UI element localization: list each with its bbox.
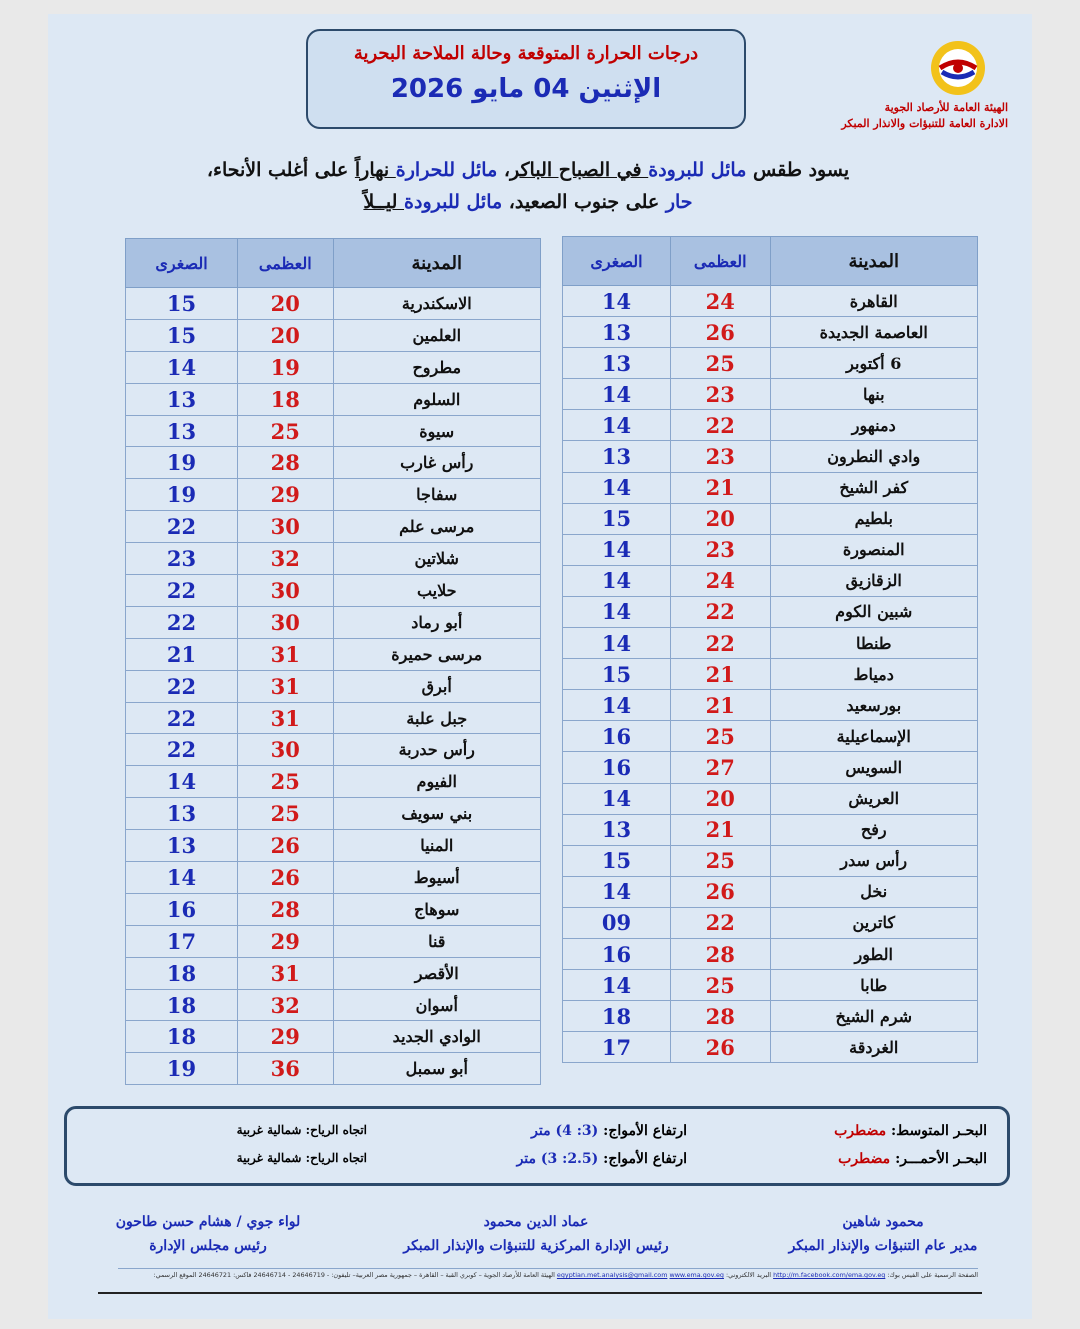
max-temp-cell: 23 <box>670 441 770 472</box>
city-cell: العاصمة الجديدة <box>770 317 978 348</box>
max-temp-cell: 21 <box>670 814 770 845</box>
city-cell: بلطيم <box>770 503 978 534</box>
city-cell: وادي النطرون <box>770 441 978 472</box>
footer-text: الصفحة الرسمية على الفيس بوك: <box>887 1271 978 1279</box>
city-cell: الإسماعيلية <box>770 721 978 752</box>
max-temp-cell: 26 <box>670 317 770 348</box>
city-cell: أبو سمبل <box>333 1053 541 1085</box>
max-temp-cell: 24 <box>670 565 770 596</box>
table-row <box>126 543 541 575</box>
table-header-row <box>563 237 978 286</box>
city-cell: نخل <box>770 876 978 907</box>
min-temp-cell: 13 <box>563 814 671 845</box>
table-row <box>563 814 978 845</box>
footer-text: البريد الالكتروني: <box>723 1271 772 1279</box>
city-cell: مرسى حميرة <box>333 638 541 670</box>
table-row <box>563 503 978 534</box>
summary-text: مائل للحرارة <box>395 159 498 181</box>
city-cell: جبل علبة <box>333 702 541 734</box>
max-temp-cell: 26 <box>238 862 333 894</box>
min-temp-cell: 14 <box>126 862 238 894</box>
min-temp-cell: 14 <box>563 596 671 627</box>
table-row <box>126 638 541 670</box>
signature-title: مدير عام التنبؤات والإنذار المبكر <box>788 1238 978 1254</box>
min-temp-cell: 13 <box>126 383 238 415</box>
city-cell: سيوة <box>333 415 541 447</box>
max-temp-cell: 30 <box>238 575 333 607</box>
min-temp-cell: 13 <box>563 441 671 472</box>
max-temp-cell: 25 <box>238 766 333 798</box>
city-cell: رفح <box>770 814 978 845</box>
max-temp-cell: 28 <box>238 893 333 925</box>
max-temp-cell: 25 <box>238 415 333 447</box>
summary-text: على أغلب الأنحاء، <box>206 159 355 181</box>
org-line-2: الادارة العامة للتنبؤات والانذار المبكر <box>841 117 1008 130</box>
max-temp-cell: 23 <box>670 379 770 410</box>
table-row <box>563 348 978 379</box>
max-temp-cell: 36 <box>238 1053 333 1085</box>
max-temp-cell: 30 <box>238 606 333 638</box>
min-temp-cell: 14 <box>563 690 671 721</box>
table-row <box>563 472 978 503</box>
city-cell: دمنهور <box>770 410 978 441</box>
table-row <box>126 766 541 798</box>
organization-name <box>841 100 1008 132</box>
max-temp-cell: 21 <box>670 472 770 503</box>
table-row <box>563 721 978 752</box>
wave-height <box>531 1123 687 1139</box>
min-temp-cell: 19 <box>126 479 238 511</box>
max-temp-cell: 22 <box>670 907 770 938</box>
table-row <box>563 534 978 565</box>
table-row <box>126 447 541 479</box>
min-temp-cell: 18 <box>126 957 238 989</box>
city-cell: رأس غارب <box>333 447 541 479</box>
min-temp-cell: 19 <box>126 447 238 479</box>
table-row <box>126 1053 541 1085</box>
table-body <box>126 288 541 1085</box>
min-temp-cell: 13 <box>126 798 238 830</box>
max-temp-cell: 20 <box>670 783 770 814</box>
title-box <box>306 29 746 129</box>
min-temp-cell: 13 <box>126 415 238 447</box>
min-temp-cell: 14 <box>126 351 238 383</box>
header-city: المدينة <box>333 239 541 288</box>
table-row <box>126 734 541 766</box>
min-temp-cell: 22 <box>126 734 238 766</box>
max-temp-cell: 20 <box>238 319 333 351</box>
table-row <box>126 957 541 989</box>
max-temp-cell: 21 <box>670 659 770 690</box>
table-row <box>563 317 978 348</box>
max-temp-cell: 28 <box>670 1001 770 1032</box>
table-body <box>563 286 978 1063</box>
min-temp-cell: 23 <box>126 543 238 575</box>
signature-central-director <box>366 1210 706 1258</box>
max-temp-cell: 20 <box>670 503 770 534</box>
city-cell: الطور <box>770 938 978 969</box>
min-temp-cell: 14 <box>563 876 671 907</box>
table-header-row <box>126 239 541 288</box>
signature-title: رئيس الإدارة المركزية للتنبؤات والإنذار المبكر <box>403 1238 669 1254</box>
min-temp-cell: 22 <box>126 670 238 702</box>
wave-height <box>517 1151 687 1167</box>
signature-forecast-director <box>748 1210 1018 1258</box>
table-row <box>126 415 541 447</box>
table-row <box>563 565 978 596</box>
max-temp-cell: 32 <box>238 989 333 1021</box>
city-cell: بورسعيد <box>770 690 978 721</box>
max-temp-cell: 26 <box>670 876 770 907</box>
sea-state: مضطرب <box>838 1151 891 1167</box>
max-temp-cell: 26 <box>670 1032 770 1063</box>
min-temp-cell: 15 <box>563 503 671 534</box>
max-temp-cell: 21 <box>670 690 770 721</box>
wave-value: (2.5: 3) متر <box>516 1151 599 1167</box>
max-temp-cell: 29 <box>238 479 333 511</box>
header-max: العظمى <box>238 239 333 288</box>
city-cell: شلاتين <box>333 543 541 575</box>
min-temp-cell: 16 <box>563 752 671 783</box>
wave-label: ارتفاع الأمواج: <box>603 1151 687 1167</box>
city-cell: بنها <box>770 379 978 410</box>
table-row <box>563 1001 978 1032</box>
table-row <box>126 351 541 383</box>
max-temp-cell: 22 <box>670 628 770 659</box>
bulletin-date: الإثنين 04 مايو 2026 <box>390 74 662 104</box>
sea-label: البحـر المتوسط: <box>890 1123 987 1139</box>
city-cell: بني سويف <box>333 798 541 830</box>
ema-logo-icon <box>928 38 988 98</box>
summary-text: مائل للبرودة <box>648 159 747 181</box>
summary-line-2 <box>158 186 898 218</box>
summary-text: ، <box>497 159 511 181</box>
city-cell: الغردقة <box>770 1032 978 1063</box>
table-row <box>126 830 541 862</box>
table-row <box>126 511 541 543</box>
city-cell: السويس <box>770 752 978 783</box>
city-cell: العريش <box>770 783 978 814</box>
max-temp-cell: 27 <box>670 752 770 783</box>
min-temp-cell: 14 <box>563 472 671 503</box>
min-temp-cell: 15 <box>126 319 238 351</box>
min-temp-cell: 15 <box>126 288 238 320</box>
table-row <box>126 798 541 830</box>
table-row <box>563 690 978 721</box>
city-cell: أبو رماد <box>333 606 541 638</box>
min-temp-cell: 14 <box>563 534 671 565</box>
min-temp-cell: 14 <box>126 766 238 798</box>
min-temp-cell: 22 <box>126 606 238 638</box>
sea-name <box>838 1151 987 1167</box>
signature-title: رئيس مجلس الإدارة <box>149 1238 267 1254</box>
max-temp-cell: 29 <box>238 1021 333 1053</box>
city-cell: قنا <box>333 925 541 957</box>
city-cell: الاسكندرية <box>333 288 541 320</box>
sea-name <box>834 1123 987 1139</box>
min-temp-cell: 16 <box>563 721 671 752</box>
sea-row-red-sea <box>67 1151 1007 1179</box>
min-temp-cell: 22 <box>126 575 238 607</box>
table-row <box>126 862 541 894</box>
city-cell: الزقازيق <box>770 565 978 596</box>
max-temp-cell: 18 <box>238 383 333 415</box>
table-row <box>563 441 978 472</box>
max-temp-cell: 28 <box>670 938 770 969</box>
sea-label: البحـر الأحمـــر: <box>895 1151 987 1167</box>
table-row <box>563 907 978 938</box>
header-max: العظمى <box>670 237 770 286</box>
table-row <box>563 1032 978 1063</box>
max-temp-cell: 28 <box>238 447 333 479</box>
bottom-rule <box>98 1292 982 1294</box>
table-row <box>563 286 978 317</box>
table-row <box>563 596 978 627</box>
max-temp-cell: 25 <box>670 970 770 1001</box>
city-cell: طنطا <box>770 628 978 659</box>
min-temp-cell: 14 <box>563 410 671 441</box>
max-temp-cell: 24 <box>670 286 770 317</box>
city-cell: شرم الشيخ <box>770 1001 978 1032</box>
table-row <box>126 1021 541 1053</box>
temperature-table-right <box>562 236 978 1063</box>
table-row <box>126 702 541 734</box>
min-temp-cell: 17 <box>563 1032 671 1063</box>
min-temp-cell: 13 <box>563 348 671 379</box>
city-cell: العلمين <box>333 319 541 351</box>
signature-chairman <box>78 1210 338 1258</box>
weather-summary <box>158 154 898 218</box>
summary-text: ليــلاً <box>363 191 405 213</box>
sea-row-mediterranean <box>67 1123 1007 1151</box>
max-temp-cell: 25 <box>670 721 770 752</box>
sea-state: مضطرب <box>834 1123 887 1139</box>
signature-name: لواء جوي / هشام حسن طاحون <box>115 1214 301 1230</box>
wave-value: (3: 4) متر <box>531 1123 599 1139</box>
max-temp-cell: 22 <box>670 410 770 441</box>
table-row <box>563 659 978 690</box>
max-temp-cell: 22 <box>670 596 770 627</box>
table-row <box>126 319 541 351</box>
table-row <box>126 670 541 702</box>
bulletin-page <box>48 14 1032 1319</box>
min-temp-cell: 22 <box>126 511 238 543</box>
city-cell: كاترين <box>770 907 978 938</box>
max-temp-cell: 26 <box>238 830 333 862</box>
city-cell: الفيوم <box>333 766 541 798</box>
city-cell: أسوان <box>333 989 541 1021</box>
table-row <box>563 379 978 410</box>
table-row <box>126 383 541 415</box>
city-cell: طابا <box>770 970 978 1001</box>
table-row <box>126 575 541 607</box>
city-cell: مطروح <box>333 351 541 383</box>
summary-text: مائل للبرودة <box>404 191 503 213</box>
summary-line-1 <box>158 154 898 186</box>
max-temp-cell: 30 <box>238 511 333 543</box>
min-temp-cell: 18 <box>563 1001 671 1032</box>
min-temp-cell: 14 <box>563 628 671 659</box>
city-cell: أسيوط <box>333 862 541 894</box>
max-temp-cell: 25 <box>238 798 333 830</box>
table-row <box>126 479 541 511</box>
wind-direction: اتجاه الرياح: شمالية غربية <box>236 1123 367 1137</box>
city-cell: دمياط <box>770 659 978 690</box>
city-cell: 6 أكتوبر <box>770 348 978 379</box>
max-temp-cell: 31 <box>238 670 333 702</box>
summary-text: نهاراً <box>354 159 396 181</box>
table-row <box>126 288 541 320</box>
facebook-link[interactable]: http://m.facebook.com/ema.gov.eg <box>773 1271 886 1279</box>
city-cell: الأقصر <box>333 957 541 989</box>
city-cell: المنصورة <box>770 534 978 565</box>
min-temp-cell: 14 <box>563 565 671 596</box>
min-temp-cell: 15 <box>563 659 671 690</box>
min-temp-cell: 14 <box>563 379 671 410</box>
max-temp-cell: 30 <box>238 734 333 766</box>
max-temp-cell: 25 <box>670 845 770 876</box>
table-row <box>126 893 541 925</box>
min-temp-cell: 13 <box>563 317 671 348</box>
city-cell: كفر الشيخ <box>770 472 978 503</box>
min-temp-cell: 13 <box>126 830 238 862</box>
city-cell: القاهرة <box>770 286 978 317</box>
min-temp-cell: 17 <box>126 925 238 957</box>
city-cell: شبين الكوم <box>770 596 978 627</box>
table-row <box>563 970 978 1001</box>
wind-direction: اتجاه الرياح: شمالية غربية <box>236 1151 367 1165</box>
city-cell: حلايب <box>333 575 541 607</box>
min-temp-cell: 21 <box>126 638 238 670</box>
max-temp-cell: 25 <box>670 348 770 379</box>
max-temp-cell: 31 <box>238 702 333 734</box>
city-cell: السلوم <box>333 383 541 415</box>
city-cell: سفاجا <box>333 479 541 511</box>
city-cell: الوادي الجديد <box>333 1021 541 1053</box>
city-cell: رأس سدر <box>770 845 978 876</box>
table-row <box>126 606 541 638</box>
city-cell: مرسى علم <box>333 511 541 543</box>
contact-footer <box>118 1268 978 1279</box>
table-row <box>563 938 978 969</box>
signature-name: محمود شاهين <box>842 1214 924 1230</box>
bulletin-title: درجات الحرارة المتوقعة وحالة الملاحة البحرية <box>353 43 699 64</box>
max-temp-cell: 32 <box>238 543 333 575</box>
email-link[interactable]: egyptian.met.analysis@gmail.com <box>556 1271 668 1279</box>
header-min: الصغرى <box>126 239 238 288</box>
min-temp-cell: 19 <box>126 1053 238 1085</box>
min-temp-cell: 22 <box>126 702 238 734</box>
min-temp-cell: 15 <box>563 845 671 876</box>
table-row <box>563 845 978 876</box>
sea-navigation-box <box>64 1106 1010 1186</box>
max-temp-cell: 31 <box>238 638 333 670</box>
table-row <box>563 752 978 783</box>
city-cell: أبرق <box>333 670 541 702</box>
wave-label: ارتفاع الأمواج: <box>603 1123 687 1139</box>
max-temp-cell: 19 <box>238 351 333 383</box>
website-link[interactable]: www.ema.gov.eg <box>669 1271 724 1279</box>
temperature-table-left <box>125 238 541 1085</box>
city-cell: المنيا <box>333 830 541 862</box>
footer-text: الهيئة العامة للأرصاد الجوية – كوبري القبة – القاهرة – جمهورية مصر العربية– تليفون: - 24646719 - 24646714 فاكس: 24646721 الموقع الرسمي: <box>153 1271 555 1279</box>
signature-name: عماد الدين محمود <box>483 1214 589 1230</box>
header-city: المدينة <box>770 237 978 286</box>
min-temp-cell: 18 <box>126 989 238 1021</box>
table-row <box>563 410 978 441</box>
min-temp-cell: 14 <box>563 286 671 317</box>
min-temp-cell: 16 <box>126 893 238 925</box>
max-temp-cell: 20 <box>238 288 333 320</box>
summary-text: حار <box>665 191 693 213</box>
table-row <box>126 925 541 957</box>
min-temp-cell: 09 <box>563 907 671 938</box>
table-row <box>126 989 541 1021</box>
max-temp-cell: 23 <box>670 534 770 565</box>
table-row <box>563 628 978 659</box>
min-temp-cell: 14 <box>563 970 671 1001</box>
org-line-1: الهيئة العامة للأرصاد الجوية <box>884 101 1008 114</box>
city-cell: رأس حدربة <box>333 734 541 766</box>
city-cell: سوهاج <box>333 893 541 925</box>
min-temp-cell: 18 <box>126 1021 238 1053</box>
summary-text: على جنوب الصعيد، <box>502 191 666 213</box>
summary-text: يسود طقس <box>746 159 850 181</box>
summary-text: في الصباح الباكر <box>510 159 649 181</box>
min-temp-cell: 14 <box>563 783 671 814</box>
min-temp-cell: 16 <box>563 938 671 969</box>
header-min: الصغرى <box>563 237 671 286</box>
table-row <box>563 876 978 907</box>
table-row <box>563 783 978 814</box>
max-temp-cell: 31 <box>238 957 333 989</box>
max-temp-cell: 29 <box>238 925 333 957</box>
